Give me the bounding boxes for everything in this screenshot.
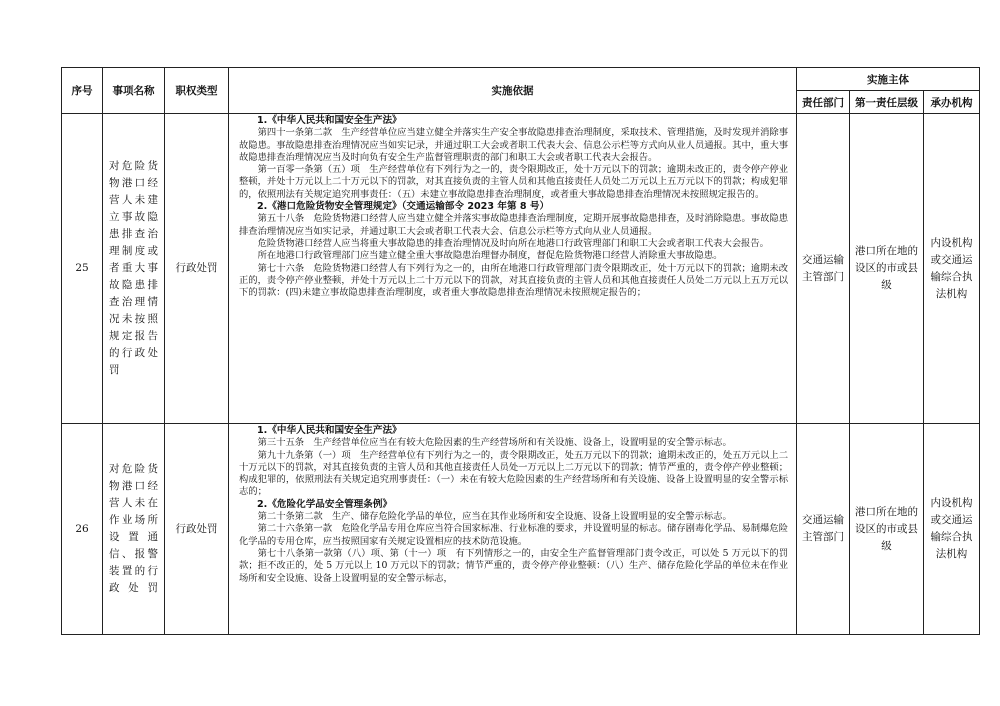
row-basis: [229, 424, 797, 635]
header-level: 第一责任层级: [850, 91, 924, 114]
header-power-type: 职权类型: [165, 68, 229, 114]
row-item-name: 对危险货物港口经营人未建立事故隐患排查治理制度或者重大事故隐患排查治理情况未按照规定报告的行政处罚: [103, 114, 165, 424]
basis-paragraph: 第一百零一条第（五）项 生产经营单位有下列行为之一的，责令限期改正，处十万元以下的罚款；逾期未改正的，责令停产停业整顿，并处十万元以上二十万元以下的罚款，对其直接负责的主管人员和其他直接责任人员处二万元以上五万元以下的罚款；构成犯罪的，依照刑法有关规定追究刑事责任：（五）未建立事故隐患排查治理制度，或者重大事故隐患排查治理情况未按照规定报告的。: [239, 164, 788, 200]
header-item-name: 事项名称: [103, 68, 165, 114]
basis-law-title: 1.《中华人民共和国安全生产法》: [257, 115, 402, 126]
header-seq: 序号: [62, 68, 103, 114]
header-agency: 承办机构: [924, 91, 980, 114]
basis-paragraph: 第五十八条 危险货物港口经营人应当建立健全并落实事故隐患排查治理制度，定期开展事故隐患排查，及时消除隐患。事故隐患排查治理情况应当如实记录，并通过职工大会或者职工代表大会、信息公示栏等方式向从业人员通报。: [239, 213, 788, 237]
basis-paragraph: 第二十条第二款 生产、储存危险化学品的单位，应当在其作业场所和安全设施、设备上设置明显的安全警示标志。: [257, 511, 732, 523]
header-basis: 实施依据: [229, 68, 797, 114]
basis-paragraph: 危险货物港口经营人应当将重大事故隐患的排查治理情况及时向所在地港口行政管理部门和职工大会或者职工代表大会报告。: [257, 237, 769, 249]
row-seq: 26: [62, 424, 103, 635]
row-level: 港口所在地的设区的市或县级: [850, 424, 924, 635]
row-dept: 交通运输主管部门: [797, 114, 850, 424]
header-dept: 责任部门: [797, 91, 850, 114]
row-basis: [229, 114, 797, 424]
row-power-type: 行政处罚: [165, 424, 229, 635]
basis-law-title: 2.《危险化学品安全管理条例》: [257, 498, 393, 510]
row-level: 港口所在地的设区的市或县级: [850, 114, 924, 424]
basis-paragraph: 第九十九条第（一）项 生产经营单位有下列行为之一的，责令限期改正，处五万元以下的罚款；逾期未改正的，处五万元以上二十万元以下的罚款，对其直接负责的主管人员和其他直接责任人员处一万元以上二万元以下的罚款；情节严重的，责令停产停业整顿；构成犯罪的，依照刑法有关规定追究刑事责任：（一）未在有较大危险因素的生产经营场所和有关设施、设备上设置明显的安全警示标志的；: [239, 449, 788, 498]
row-item-name: 对危险货物港口经营人未在作业场所设置通信、报警装置的行政处罚: [103, 424, 165, 635]
basis-paragraph: 第四十一条第二款 生产经营单位应当建立健全并落实生产安全事故隐患排查治理制度，采取技术、管理措施，及时发现并消除事故隐患。事故隐患排查治理情况应当如实记录，并通过职工大会或者职工代表大会、信息公示栏等方式向从业人员通报。其中，重大事故隐患排查治理情况应当及时向负有安全生产监督管理职责的部门和职工大会或者职工代表大会报告。: [239, 127, 788, 163]
basis-paragraph: 第七十六条 危险货物港口经营人有下列行为之一的，由所在地港口行政管理部门责令限期改正，处十万元以下的罚款；逾期未改正的，责令停产停业整顿，并处十万元以上二十万元以下的罚款，对其直接负责的主管人员和其他直接责任人员处二万元以上五万元以下的罚款：(四)未建立事故隐患排查治理制度，或者重大事故隐患排查治理情况未按照规定报告的；: [239, 262, 788, 299]
basis-law-title: 2.《港口危险货物安全管理规定》（交通运输部令 2023 年第 8 号）: [257, 201, 550, 213]
row-dept: 交通运输主管部门: [797, 424, 850, 635]
basis-paragraph: 第二十六条第一款 危险化学品专用仓库应当符合国家标准、行业标准的要求，并设置明显的标志。储存剧毒化学品、易制爆危险化学品的专用仓库，应当按照国家有关规定设置相应的技术防范设施。: [239, 523, 788, 547]
row-agency: 内设机构或交通运输综合执法机构: [924, 424, 980, 635]
row-seq: 25: [62, 114, 103, 424]
header-subject: 实施主体: [797, 68, 980, 91]
row-agency: 内设机构或交通运输综合执法机构: [924, 114, 980, 424]
enforcement-table: [61, 67, 980, 635]
basis-paragraph: 第三十五条 生产经营单位应当在有较大危险因素的生产经营场所和有关设施、设备上，设置明显的安全警示标志。: [257, 437, 732, 449]
basis-paragraph: 所在地港口行政管理部门应当建立健全重大事故隐患治理督办制度，督促危险货物港口经营人消除重大事故隐患。: [257, 250, 723, 262]
basis-paragraph: 第七十八条第一款第（八）项、第（十一）项 有下列情形之一的，由安全生产监督管理部门责令改正，可以处 5 万元以下的罚款；拒不改正的，处 5 万元以上 10 万元以下的罚款；情节严重的，责令停产停业整顿：（八）生产、储存危险化学品的单位未在作业场所和安全设施、设备上设置明显的安全警示标志，: [239, 547, 788, 584]
row-power-type: 行政处罚: [165, 114, 229, 424]
table-row: [62, 424, 980, 635]
basis-law-title: 1.《中华人民共和国安全生产法》: [257, 425, 402, 436]
table-row: [62, 114, 980, 424]
